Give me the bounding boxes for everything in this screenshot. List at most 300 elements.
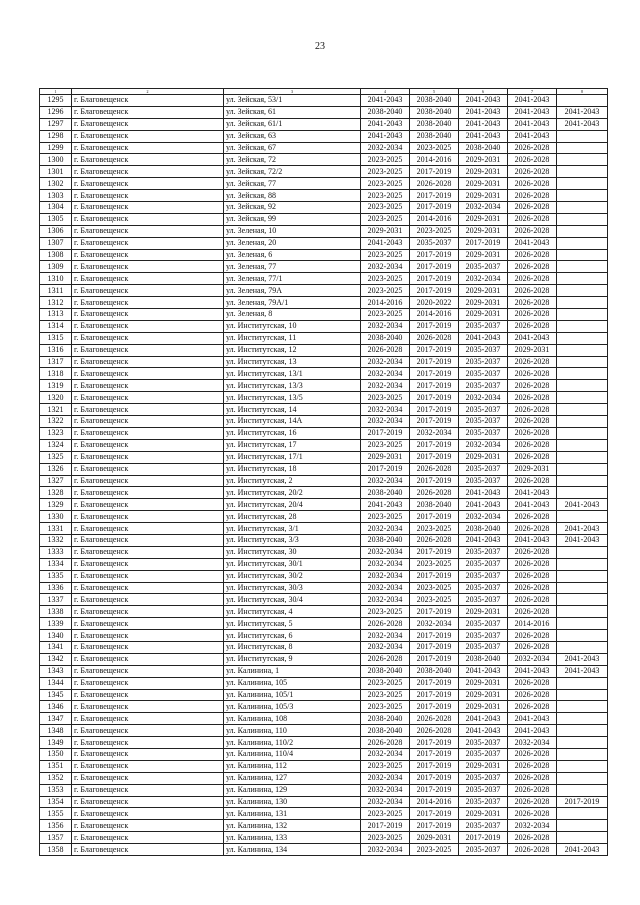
table-row — [40, 380, 608, 392]
period-cell: 2026-2028 — [508, 701, 557, 713]
period-cell: 2035-2037 — [459, 582, 508, 594]
period-cell: 2026-2028 — [410, 332, 459, 344]
period-cell: 2041-2043 — [508, 713, 557, 725]
period-cell: 2026-2028 — [508, 416, 557, 428]
period-cell: 2032-2034 — [361, 380, 410, 392]
period-cell — [557, 570, 608, 582]
table-row — [40, 130, 608, 142]
period-cell: 2026-2028 — [508, 273, 557, 285]
table-row — [40, 844, 608, 856]
table-row — [40, 511, 608, 523]
address-cell: ул. Институтская, 16 — [224, 427, 361, 439]
period-cell: 2029-2031 — [459, 451, 508, 463]
period-cell — [557, 832, 608, 844]
city-cell: г. Благовещенск — [72, 130, 224, 142]
period-cell: 2023-2025 — [410, 225, 459, 237]
row-number: 1309 — [40, 261, 72, 273]
period-cell: 2029-2031 — [410, 832, 459, 844]
period-cell: 2017-2019 — [410, 380, 459, 392]
city-cell: г. Благовещенск — [72, 142, 224, 154]
period-cell: 2023-2025 — [361, 273, 410, 285]
period-cell: 2017-2019 — [410, 344, 459, 356]
city-cell: г. Благовещенск — [72, 808, 224, 820]
period-cell: 2023-2025 — [410, 523, 459, 535]
period-cell — [557, 273, 608, 285]
period-cell: 2035-2037 — [459, 261, 508, 273]
address-cell: ул. Институтская, 14А — [224, 416, 361, 428]
period-cell: 2038-2040 — [361, 725, 410, 737]
row-number: 1317 — [40, 356, 72, 368]
period-cell: 2026-2028 — [361, 653, 410, 665]
period-cell: 2035-2037 — [459, 784, 508, 796]
period-cell: 2017-2019 — [410, 356, 459, 368]
period-cell: 2017-2019 — [410, 784, 459, 796]
row-number: 1342 — [40, 653, 72, 665]
period-cell: 2017-2019 — [410, 451, 459, 463]
table-row — [40, 558, 608, 570]
table-row — [40, 475, 608, 487]
city-cell: г. Благовещенск — [72, 320, 224, 332]
period-cell: 2041-2043 — [361, 118, 410, 130]
table-row — [40, 356, 608, 368]
address-cell: ул. Институтская, 14 — [224, 404, 361, 416]
period-cell: 2026-2028 — [508, 380, 557, 392]
period-cell: 2038-2040 — [410, 499, 459, 511]
period-cell: 2017-2019 — [410, 475, 459, 487]
period-cell — [557, 463, 608, 475]
period-cell: 2026-2028 — [508, 677, 557, 689]
table-row — [40, 796, 608, 808]
period-cell: 2041-2043 — [508, 130, 557, 142]
period-cell: 2026-2028 — [508, 368, 557, 380]
register-table — [39, 88, 608, 856]
column-header: 1 — [40, 89, 72, 95]
column-header: 7 — [508, 89, 557, 95]
city-cell: г. Благовещенск — [72, 796, 224, 808]
address-cell: ул. Институтская, 2 — [224, 475, 361, 487]
period-cell: 2035-2037 — [459, 427, 508, 439]
period-cell: 2035-2037 — [459, 748, 508, 760]
period-cell: 2017-2019 — [410, 808, 459, 820]
period-cell: 2026-2028 — [508, 297, 557, 309]
address-cell: ул. Калинина, 110/4 — [224, 748, 361, 760]
row-number: 1321 — [40, 404, 72, 416]
address-cell: ул. Институтская, 30/3 — [224, 582, 361, 594]
column-header: 6 — [459, 89, 508, 95]
table-row — [40, 320, 608, 332]
address-cell: ул. Институтская, 13/3 — [224, 380, 361, 392]
address-cell: ул. Институтская, 12 — [224, 344, 361, 356]
city-cell: г. Благовещенск — [72, 475, 224, 487]
address-cell: ул. Зейская, 53/1 — [224, 95, 361, 107]
column-header: 2 — [72, 89, 224, 95]
period-cell: 2041-2043 — [557, 653, 608, 665]
period-cell — [557, 701, 608, 713]
period-cell: 2023-2025 — [361, 285, 410, 297]
row-number: 1299 — [40, 142, 72, 154]
city-cell: г. Благовещенск — [72, 166, 224, 178]
period-cell: 2041-2043 — [459, 106, 508, 118]
row-number: 1314 — [40, 320, 72, 332]
period-cell: 2026-2028 — [508, 748, 557, 760]
table-row — [40, 653, 608, 665]
period-cell: 2017-2019 — [410, 737, 459, 749]
address-cell: ул. Зеленая, 6 — [224, 249, 361, 261]
period-cell: 2035-2037 — [459, 380, 508, 392]
period-cell — [557, 261, 608, 273]
period-cell: 2038-2040 — [361, 713, 410, 725]
period-cell: 2041-2043 — [557, 106, 608, 118]
period-cell: 2026-2028 — [508, 772, 557, 784]
table-row — [40, 297, 608, 309]
row-number: 1328 — [40, 487, 72, 499]
address-cell: ул. Калинина, 105 — [224, 677, 361, 689]
period-cell: 2017-2019 — [410, 404, 459, 416]
period-cell: 2038-2040 — [410, 118, 459, 130]
period-cell: 2017-2019 — [410, 190, 459, 202]
address-cell: ул. Зеленая, 77/1 — [224, 273, 361, 285]
address-cell: ул. Калинина, 130 — [224, 796, 361, 808]
address-cell: ул. Зеленая, 8 — [224, 309, 361, 321]
period-cell: 2029-2031 — [459, 285, 508, 297]
period-cell: 2038-2040 — [410, 106, 459, 118]
period-cell: 2023-2025 — [361, 606, 410, 618]
period-cell: 2020-2022 — [410, 297, 459, 309]
city-cell: г. Благовещенск — [72, 558, 224, 570]
table-row — [40, 309, 608, 321]
table-row — [40, 190, 608, 202]
table-row — [40, 808, 608, 820]
period-cell: 2032-2034 — [361, 404, 410, 416]
row-number: 1297 — [40, 118, 72, 130]
period-cell: 2014-2016 — [410, 309, 459, 321]
address-cell: ул. Калинина, 127 — [224, 772, 361, 784]
row-number: 1332 — [40, 534, 72, 546]
period-cell: 2035-2037 — [459, 618, 508, 630]
period-cell: 2023-2025 — [410, 844, 459, 856]
period-cell: 2017-2019 — [410, 772, 459, 784]
period-cell — [557, 487, 608, 499]
period-cell: 2026-2028 — [410, 178, 459, 190]
period-cell: 2026-2028 — [508, 594, 557, 606]
period-cell: 2026-2028 — [508, 142, 557, 154]
period-cell: 2041-2043 — [508, 725, 557, 737]
row-number: 1334 — [40, 558, 72, 570]
city-cell: г. Благовещенск — [72, 261, 224, 273]
period-cell — [557, 416, 608, 428]
table-row — [40, 273, 608, 285]
city-cell: г. Благовещенск — [72, 665, 224, 677]
table-row — [40, 451, 608, 463]
period-cell: 2023-2025 — [410, 142, 459, 154]
period-cell: 2023-2025 — [361, 808, 410, 820]
row-number: 1329 — [40, 499, 72, 511]
row-number: 1308 — [40, 249, 72, 261]
city-cell: г. Благовещенск — [72, 511, 224, 523]
row-number: 1350 — [40, 748, 72, 760]
period-cell — [557, 737, 608, 749]
period-cell — [557, 439, 608, 451]
period-cell: 2032-2034 — [361, 320, 410, 332]
period-cell: 2032-2034 — [361, 582, 410, 594]
row-number: 1347 — [40, 713, 72, 725]
period-cell: 2038-2040 — [361, 487, 410, 499]
city-cell: г. Благовещенск — [72, 653, 224, 665]
city-cell: г. Благовещенск — [72, 368, 224, 380]
period-cell: 2035-2037 — [459, 570, 508, 582]
row-number: 1341 — [40, 641, 72, 653]
table-row — [40, 689, 608, 701]
period-cell — [557, 582, 608, 594]
table-row — [40, 237, 608, 249]
period-cell: 2017-2019 — [410, 439, 459, 451]
address-cell: ул. Зейская, 77 — [224, 178, 361, 190]
period-cell: 2029-2031 — [459, 677, 508, 689]
city-cell: г. Благовещенск — [72, 820, 224, 832]
period-cell: 2029-2031 — [459, 178, 508, 190]
city-cell: г. Благовещенск — [72, 154, 224, 166]
period-cell: 2041-2043 — [508, 487, 557, 499]
column-header: 3 — [224, 89, 361, 95]
address-cell: ул. Зейская, 88 — [224, 190, 361, 202]
period-cell: 2029-2031 — [459, 297, 508, 309]
row-number: 1348 — [40, 725, 72, 737]
row-number: 1349 — [40, 737, 72, 749]
period-cell — [557, 332, 608, 344]
period-cell: 2017-2019 — [410, 392, 459, 404]
table-row — [40, 368, 608, 380]
city-cell: г. Благовещенск — [72, 748, 224, 760]
period-cell — [557, 451, 608, 463]
table-row — [40, 737, 608, 749]
period-cell: 2017-2019 — [410, 701, 459, 713]
period-cell — [557, 689, 608, 701]
period-cell: 2029-2031 — [508, 463, 557, 475]
period-cell: 2038-2040 — [361, 332, 410, 344]
table-row — [40, 178, 608, 190]
period-cell: 2026-2028 — [508, 427, 557, 439]
table-row — [40, 748, 608, 760]
row-number: 1354 — [40, 796, 72, 808]
table-row — [40, 534, 608, 546]
period-cell: 2032-2034 — [459, 439, 508, 451]
period-cell: 2035-2037 — [459, 368, 508, 380]
address-cell: ул. Институтская, 17 — [224, 439, 361, 451]
period-cell — [557, 594, 608, 606]
table-row — [40, 285, 608, 297]
row-number: 1340 — [40, 630, 72, 642]
period-cell: 2026-2028 — [508, 178, 557, 190]
period-cell: 2017-2019 — [410, 606, 459, 618]
period-cell — [557, 344, 608, 356]
period-cell: 2041-2043 — [557, 118, 608, 130]
period-cell: 2023-2025 — [410, 558, 459, 570]
period-cell: 2023-2025 — [361, 166, 410, 178]
period-cell — [557, 820, 608, 832]
period-cell: 2029-2031 — [459, 213, 508, 225]
period-cell: 2041-2043 — [459, 534, 508, 546]
period-cell: 2023-2025 — [410, 594, 459, 606]
address-cell: ул. Зейская, 67 — [224, 142, 361, 154]
table-row — [40, 606, 608, 618]
period-cell: 2032-2034 — [508, 820, 557, 832]
address-cell: ул. Зейская, 72 — [224, 154, 361, 166]
address-cell: ул. Зейская, 61/1 — [224, 118, 361, 130]
period-cell: 2017-2019 — [410, 368, 459, 380]
period-cell — [557, 392, 608, 404]
period-cell: 2014-2016 — [410, 213, 459, 225]
period-cell: 2017-2019 — [410, 202, 459, 214]
city-cell: г. Благовещенск — [72, 439, 224, 451]
page-number: 23 — [315, 41, 325, 52]
period-cell — [557, 178, 608, 190]
row-number: 1344 — [40, 677, 72, 689]
address-cell: ул. Институтская, 30 — [224, 546, 361, 558]
period-cell: 2026-2028 — [410, 534, 459, 546]
address-cell: ул. Институтская, 17/1 — [224, 451, 361, 463]
period-cell — [557, 130, 608, 142]
table-row — [40, 499, 608, 511]
period-cell — [557, 190, 608, 202]
period-cell: 2032-2034 — [361, 546, 410, 558]
period-cell: 2026-2028 — [508, 630, 557, 642]
city-cell: г. Благовещенск — [72, 202, 224, 214]
period-cell: 2026-2028 — [508, 689, 557, 701]
period-cell: 2026-2028 — [508, 225, 557, 237]
period-cell: 2032-2034 — [361, 630, 410, 642]
period-cell: 2035-2037 — [459, 463, 508, 475]
address-cell: ул. Калинина, 1 — [224, 665, 361, 677]
period-cell — [557, 320, 608, 332]
city-cell: г. Благовещенск — [72, 309, 224, 321]
period-cell: 2017-2019 — [410, 511, 459, 523]
period-cell — [557, 368, 608, 380]
period-cell: 2041-2043 — [557, 523, 608, 535]
period-cell: 2029-2031 — [459, 249, 508, 261]
period-cell: 2038-2040 — [361, 534, 410, 546]
period-cell: 2041-2043 — [361, 499, 410, 511]
table-row — [40, 594, 608, 606]
address-cell: ул. Зейская, 63 — [224, 130, 361, 142]
period-cell: 2023-2025 — [361, 760, 410, 772]
table-row — [40, 582, 608, 594]
period-cell: 2026-2028 — [508, 832, 557, 844]
period-cell: 2035-2037 — [459, 416, 508, 428]
city-cell: г. Благовещенск — [72, 546, 224, 558]
row-number: 1324 — [40, 439, 72, 451]
period-cell: 2023-2025 — [361, 439, 410, 451]
period-cell: 2035-2037 — [459, 344, 508, 356]
row-number: 1353 — [40, 784, 72, 796]
period-cell: 2017-2019 — [361, 820, 410, 832]
period-cell: 2026-2028 — [508, 190, 557, 202]
period-cell: 2026-2028 — [508, 166, 557, 178]
address-cell: ул. Зеленая, 77 — [224, 261, 361, 273]
table-row — [40, 677, 608, 689]
city-cell: г. Благовещенск — [72, 701, 224, 713]
city-cell: г. Благовещенск — [72, 380, 224, 392]
row-number: 1313 — [40, 309, 72, 321]
period-cell: 2038-2040 — [459, 523, 508, 535]
period-cell: 2041-2043 — [361, 130, 410, 142]
city-cell: г. Благовещенск — [72, 772, 224, 784]
period-cell: 2023-2025 — [361, 392, 410, 404]
period-cell: 2026-2028 — [410, 463, 459, 475]
period-cell: 2026-2028 — [410, 487, 459, 499]
address-cell: ул. Институтская, 18 — [224, 463, 361, 475]
period-cell: 2029-2031 — [459, 701, 508, 713]
period-cell — [557, 546, 608, 558]
address-cell: ул. Институтская, 30/4 — [224, 594, 361, 606]
row-number: 1300 — [40, 154, 72, 166]
period-cell: 2026-2028 — [508, 202, 557, 214]
period-cell: 2023-2025 — [361, 677, 410, 689]
period-cell — [557, 427, 608, 439]
table-row — [40, 546, 608, 558]
period-cell: 2041-2043 — [459, 665, 508, 677]
period-cell: 2026-2028 — [508, 760, 557, 772]
period-cell: 2017-2019 — [459, 237, 508, 249]
period-cell: 2032-2034 — [508, 737, 557, 749]
period-cell: 2032-2034 — [361, 784, 410, 796]
period-cell — [557, 760, 608, 772]
period-cell: 2026-2028 — [508, 546, 557, 558]
address-cell: ул. Институтская, 3/1 — [224, 523, 361, 535]
period-cell: 2017-2019 — [410, 653, 459, 665]
period-cell: 2026-2028 — [508, 570, 557, 582]
period-cell: 2014-2016 — [361, 297, 410, 309]
row-number: 1336 — [40, 582, 72, 594]
city-cell: г. Благовещенск — [72, 178, 224, 190]
row-number: 1335 — [40, 570, 72, 582]
period-cell: 2026-2028 — [508, 249, 557, 261]
city-cell: г. Благовещенск — [72, 356, 224, 368]
period-cell: 2032-2034 — [459, 202, 508, 214]
city-cell: г. Благовещенск — [72, 594, 224, 606]
period-cell: 2017-2019 — [410, 261, 459, 273]
city-cell: г. Благовещенск — [72, 606, 224, 618]
period-cell: 2032-2034 — [361, 475, 410, 487]
period-cell: 2035-2037 — [459, 844, 508, 856]
table-row — [40, 261, 608, 273]
table-row — [40, 404, 608, 416]
period-cell: 2026-2028 — [508, 320, 557, 332]
period-cell: 2026-2028 — [508, 606, 557, 618]
city-cell: г. Благовещенск — [72, 844, 224, 856]
address-cell: ул. Зейская, 99 — [224, 213, 361, 225]
address-cell: ул. Калинина, 129 — [224, 784, 361, 796]
period-cell: 2038-2040 — [410, 665, 459, 677]
period-cell: 2026-2028 — [508, 213, 557, 225]
row-number: 1318 — [40, 368, 72, 380]
row-number: 1345 — [40, 689, 72, 701]
period-cell: 2026-2028 — [508, 844, 557, 856]
row-number: 1338 — [40, 606, 72, 618]
city-cell: г. Благовещенск — [72, 737, 224, 749]
row-number: 1307 — [40, 237, 72, 249]
address-cell: ул. Институтская, 30/1 — [224, 558, 361, 570]
period-cell: 2041-2043 — [557, 534, 608, 546]
period-cell: 2023-2025 — [361, 249, 410, 261]
row-number: 1325 — [40, 451, 72, 463]
table-row — [40, 713, 608, 725]
period-cell: 2026-2028 — [508, 404, 557, 416]
period-cell — [557, 748, 608, 760]
table-row — [40, 213, 608, 225]
period-cell: 2032-2034 — [361, 570, 410, 582]
period-cell: 2023-2025 — [361, 213, 410, 225]
period-cell: 2041-2043 — [508, 534, 557, 546]
